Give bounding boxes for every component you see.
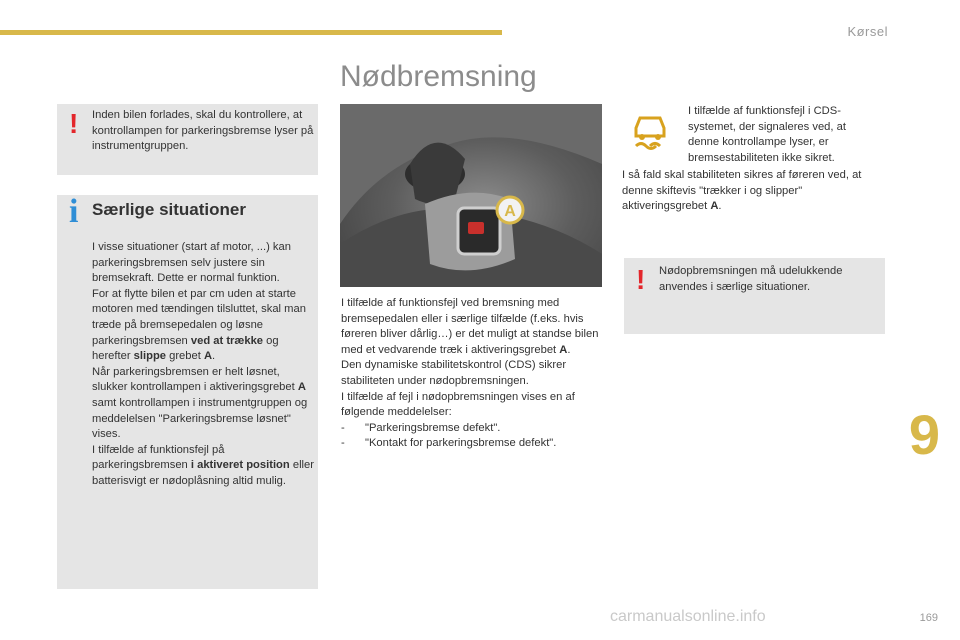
parking-brake-photo [340, 104, 602, 287]
parking-brake-illustration [340, 104, 602, 287]
info-icon: i [69, 193, 79, 230]
warning-box-2 [624, 258, 885, 334]
info-box [57, 195, 318, 589]
exclamation-icon: ! [69, 108, 79, 139]
right-p2a: I så fald skal stabiliteten sikres af føreren ved, at denne skiftevis "trækker i og slipper" aktiveringsgrebet [622, 169, 862, 213]
section-title: Kørsel [847, 24, 888, 39]
callout-label: A [504, 203, 516, 220]
warning-text-2: Nødopbremsningen må udelukkende anvendes i særlige situationer. [659, 265, 843, 293]
info-p2b: ved at trække [190, 334, 264, 347]
info-body [92, 240, 316, 490]
info-p3a: Når parkeringsbremsen er helt løsnet, slukker kontrollampen i aktiveringsgrebet [92, 365, 298, 394]
info-heading: Særlige situationer [92, 200, 246, 219]
warning-text: Inden bilen forlades, skal du kontrollere, at kontrollampen for parkeringsbremse lyser på instrumentgruppen. [92, 109, 314, 153]
middle-p3: I tilfælde af fejl i nødopbremsningen vises en af følgende meddelelser: [341, 390, 575, 419]
right-p1: I tilfælde af funktionsfejl i CDS-systemet, der signaleres ved, at denne kontrollampe lyser, er bremsestabiliteten ikke sikret. [688, 105, 846, 164]
exclamation-icon: ! [636, 264, 646, 295]
middle-p1a: I tilfælde af funktionsfejl ved bremsning med bremsepedalen eller i særlige tilfælde (f.eks. hvis føreren bliver dårlig…) er det muligt at standse bilen med et vedvarende træk i aktiveringsgrebet [341, 297, 599, 356]
chapter-number: 9 [908, 403, 940, 466]
info-p4a: I tilfælde af funktionsfejl på parkeringsbremsen [92, 443, 225, 472]
warning-box [57, 104, 318, 175]
middle-p1b: A [559, 343, 568, 356]
header-accent-bar [0, 30, 502, 35]
info-p2c: og herefter [92, 334, 279, 363]
list-item: - "Kontakt for parkeringsbremse defekt". [341, 437, 557, 450]
info-p1: I visse situationer (start af motor, ...) kan parkeringsbremsen selv justere sin bremsekraft. Dette er normal funktion. [92, 241, 291, 285]
middle-text [341, 296, 605, 452]
page-number: 169 [919, 612, 938, 624]
info-p2a: For at flytte bilen et par cm uden at starte motoren med tændingen tilsluttet, skal man træde på bremsepedalen og løsne parkeringsbremsen [92, 287, 306, 347]
info-p4b: i aktiveret position [190, 459, 290, 472]
info-p2e: grebet [166, 350, 204, 363]
cds-warning-icon [632, 112, 668, 152]
right-p2 [622, 168, 872, 215]
info-p2d: slippe [133, 350, 166, 363]
middle-p2: Den dynamiske stabilitetskontrol (CDS) sikrer stabiliteten under nødopbremsningen. [341, 359, 567, 387]
watermark: carmanualsonline.info [610, 608, 766, 625]
info-p4c: eller batterisvigt er nødoplåsning altid mulig. [92, 459, 314, 487]
page-title: Nødbremsning [340, 60, 537, 93]
info-p3c: samt kontrollampen i instrumentgruppen og meddelelsen "Parkeringsbremse løsnet" vises. [92, 396, 308, 441]
info-p3b: A [297, 381, 306, 394]
info-p2f: A [203, 350, 213, 363]
right-p2b: A [710, 200, 719, 213]
right-p2c: . [718, 200, 722, 213]
list-item: - "Parkeringsbremse defekt". [341, 421, 501, 434]
info-p2g: . [212, 350, 216, 363]
middle-p1c: . [567, 343, 571, 356]
